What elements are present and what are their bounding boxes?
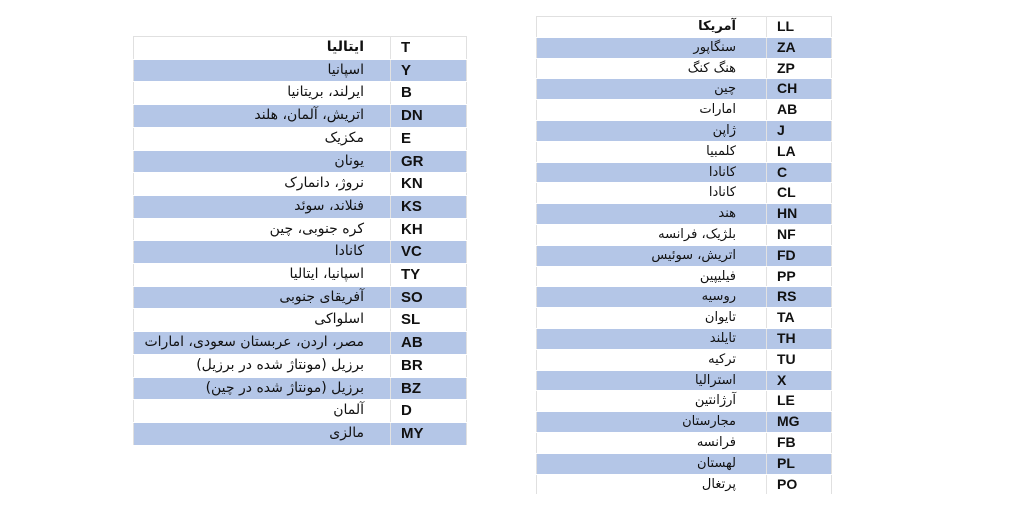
code-cell: MG bbox=[767, 412, 832, 433]
code-cell: X bbox=[767, 370, 832, 391]
country-cell: کانادا bbox=[134, 241, 391, 264]
code-cell: RS bbox=[767, 287, 832, 308]
country-cell: برزیل (مونتاژ شده در چین) bbox=[134, 377, 391, 400]
country-cell: آفریقای جنوبی bbox=[134, 286, 391, 309]
country-cell: آلمان bbox=[134, 400, 391, 423]
country-cell: استرالیا bbox=[537, 370, 767, 391]
code-cell: VC bbox=[391, 241, 467, 264]
country-cell: ایتالیا bbox=[134, 37, 391, 60]
country-cell: تایلند bbox=[537, 328, 767, 349]
country-cell: هند bbox=[537, 204, 767, 225]
country-cell: کلمبیا bbox=[537, 141, 767, 162]
table-row bbox=[134, 332, 467, 355]
table-body bbox=[537, 17, 832, 495]
country-code-table-left bbox=[133, 36, 467, 446]
code-cell: LL bbox=[767, 17, 832, 38]
country-cell: برزیل (مونتاژ شده در برزیل) bbox=[134, 354, 391, 377]
code-cell: TY bbox=[391, 264, 467, 287]
country-cell: روسیه bbox=[537, 287, 767, 308]
country-cell: اتریش، آلمان، هلند bbox=[134, 105, 391, 128]
code-cell: FD bbox=[767, 245, 832, 266]
code-cell: C bbox=[767, 162, 832, 183]
code-cell: B bbox=[391, 82, 467, 105]
table-row bbox=[537, 328, 832, 349]
table-row bbox=[537, 453, 832, 474]
table-row bbox=[537, 391, 832, 412]
table-row bbox=[537, 370, 832, 391]
country-cell: ایرلند، بریتانیا bbox=[134, 82, 391, 105]
country-cell: چین bbox=[537, 79, 767, 100]
table-row bbox=[537, 58, 832, 79]
table-row bbox=[537, 162, 832, 183]
table-row bbox=[134, 127, 467, 150]
country-cell: آرژانتین bbox=[537, 391, 767, 412]
table-row bbox=[537, 432, 832, 453]
table-row bbox=[134, 241, 467, 264]
code-cell: AB bbox=[767, 100, 832, 121]
country-cell: بلژیک، فرانسه bbox=[537, 224, 767, 245]
table-row bbox=[134, 105, 467, 128]
country-cell: مصر، اردن، عربستان سعودی، امارات bbox=[134, 332, 391, 355]
code-cell: E bbox=[391, 127, 467, 150]
code-cell: FB bbox=[767, 432, 832, 453]
country-cell: اسپانیا، ایتالیا bbox=[134, 264, 391, 287]
country-cell: آمریکا bbox=[537, 17, 767, 38]
code-cell: ZP bbox=[767, 58, 832, 79]
country-cell: یونان bbox=[134, 150, 391, 173]
country-cell: کانادا bbox=[537, 183, 767, 204]
code-cell: LA bbox=[767, 141, 832, 162]
code-cell: DN bbox=[391, 105, 467, 128]
country-cell: سنگاپور bbox=[537, 37, 767, 58]
country-cell: نروژ، دانمارک bbox=[134, 173, 391, 196]
code-cell: D bbox=[391, 400, 467, 423]
country-cell: ترکیه bbox=[537, 349, 767, 370]
table-row bbox=[134, 173, 467, 196]
table-row bbox=[134, 82, 467, 105]
code-cell: MY bbox=[391, 422, 467, 445]
table-row bbox=[134, 422, 467, 445]
code-cell: KS bbox=[391, 195, 467, 218]
code-cell: CH bbox=[767, 79, 832, 100]
table-row bbox=[537, 245, 832, 266]
country-cell: امارات bbox=[537, 100, 767, 121]
table-row bbox=[134, 195, 467, 218]
code-cell: SO bbox=[391, 286, 467, 309]
table-row bbox=[537, 266, 832, 287]
table-row bbox=[537, 120, 832, 141]
country-cell: فرانسه bbox=[537, 432, 767, 453]
table-row bbox=[134, 264, 467, 287]
country-cell: هنگ کنگ bbox=[537, 58, 767, 79]
code-cell: PP bbox=[767, 266, 832, 287]
code-cell: NF bbox=[767, 224, 832, 245]
table-row bbox=[537, 308, 832, 329]
table-row bbox=[134, 218, 467, 241]
table-row bbox=[537, 474, 832, 495]
code-cell: CL bbox=[767, 183, 832, 204]
code-cell: KN bbox=[391, 173, 467, 196]
table-row bbox=[134, 286, 467, 309]
code-cell: TU bbox=[767, 349, 832, 370]
table-body bbox=[134, 37, 467, 446]
code-cell: Y bbox=[391, 59, 467, 82]
country-cell: تایوان bbox=[537, 308, 767, 329]
table-row bbox=[537, 349, 832, 370]
country-cell: مالزی bbox=[134, 422, 391, 445]
code-cell: J bbox=[767, 120, 832, 141]
code-cell: PL bbox=[767, 453, 832, 474]
table-row bbox=[537, 412, 832, 433]
country-cell: کره جنوبی، چین bbox=[134, 218, 391, 241]
code-cell: ZA bbox=[767, 37, 832, 58]
code-cell: TA bbox=[767, 308, 832, 329]
code-cell: BZ bbox=[391, 377, 467, 400]
country-cell: اتریش، سوئیس bbox=[537, 245, 767, 266]
code-cell: KH bbox=[391, 218, 467, 241]
table-row bbox=[134, 377, 467, 400]
table-row bbox=[537, 224, 832, 245]
country-cell: مجارستان bbox=[537, 412, 767, 433]
country-cell: مکزیک bbox=[134, 127, 391, 150]
country-cell: اسپانیا bbox=[134, 59, 391, 82]
table-row bbox=[134, 37, 467, 60]
country-cell: لهستان bbox=[537, 453, 767, 474]
table-row bbox=[537, 100, 832, 121]
code-cell: T bbox=[391, 37, 467, 60]
country-cell: کانادا bbox=[537, 162, 767, 183]
table-row bbox=[134, 400, 467, 423]
table-row bbox=[134, 309, 467, 332]
country-cell: فنلاند، سوئد bbox=[134, 195, 391, 218]
code-cell: AB bbox=[391, 332, 467, 355]
code-cell: BR bbox=[391, 354, 467, 377]
table-row bbox=[134, 59, 467, 82]
table-row bbox=[134, 150, 467, 173]
code-cell: LE bbox=[767, 391, 832, 412]
country-cell: پرتغال bbox=[537, 474, 767, 495]
code-cell: TH bbox=[767, 328, 832, 349]
code-cell: PO bbox=[767, 474, 832, 495]
table-row bbox=[537, 37, 832, 58]
code-cell: GR bbox=[391, 150, 467, 173]
table-row bbox=[537, 287, 832, 308]
table-row bbox=[537, 183, 832, 204]
table-row bbox=[537, 79, 832, 100]
table-row bbox=[537, 141, 832, 162]
table-row bbox=[537, 17, 832, 38]
code-cell: HN bbox=[767, 204, 832, 225]
table-row bbox=[134, 354, 467, 377]
table-row bbox=[537, 204, 832, 225]
country-code-table-right bbox=[536, 16, 832, 495]
country-cell: فیلیپین bbox=[537, 266, 767, 287]
country-cell: ژاپن bbox=[537, 120, 767, 141]
country-cell: اسلواکی bbox=[134, 309, 391, 332]
code-cell: SL bbox=[391, 309, 467, 332]
